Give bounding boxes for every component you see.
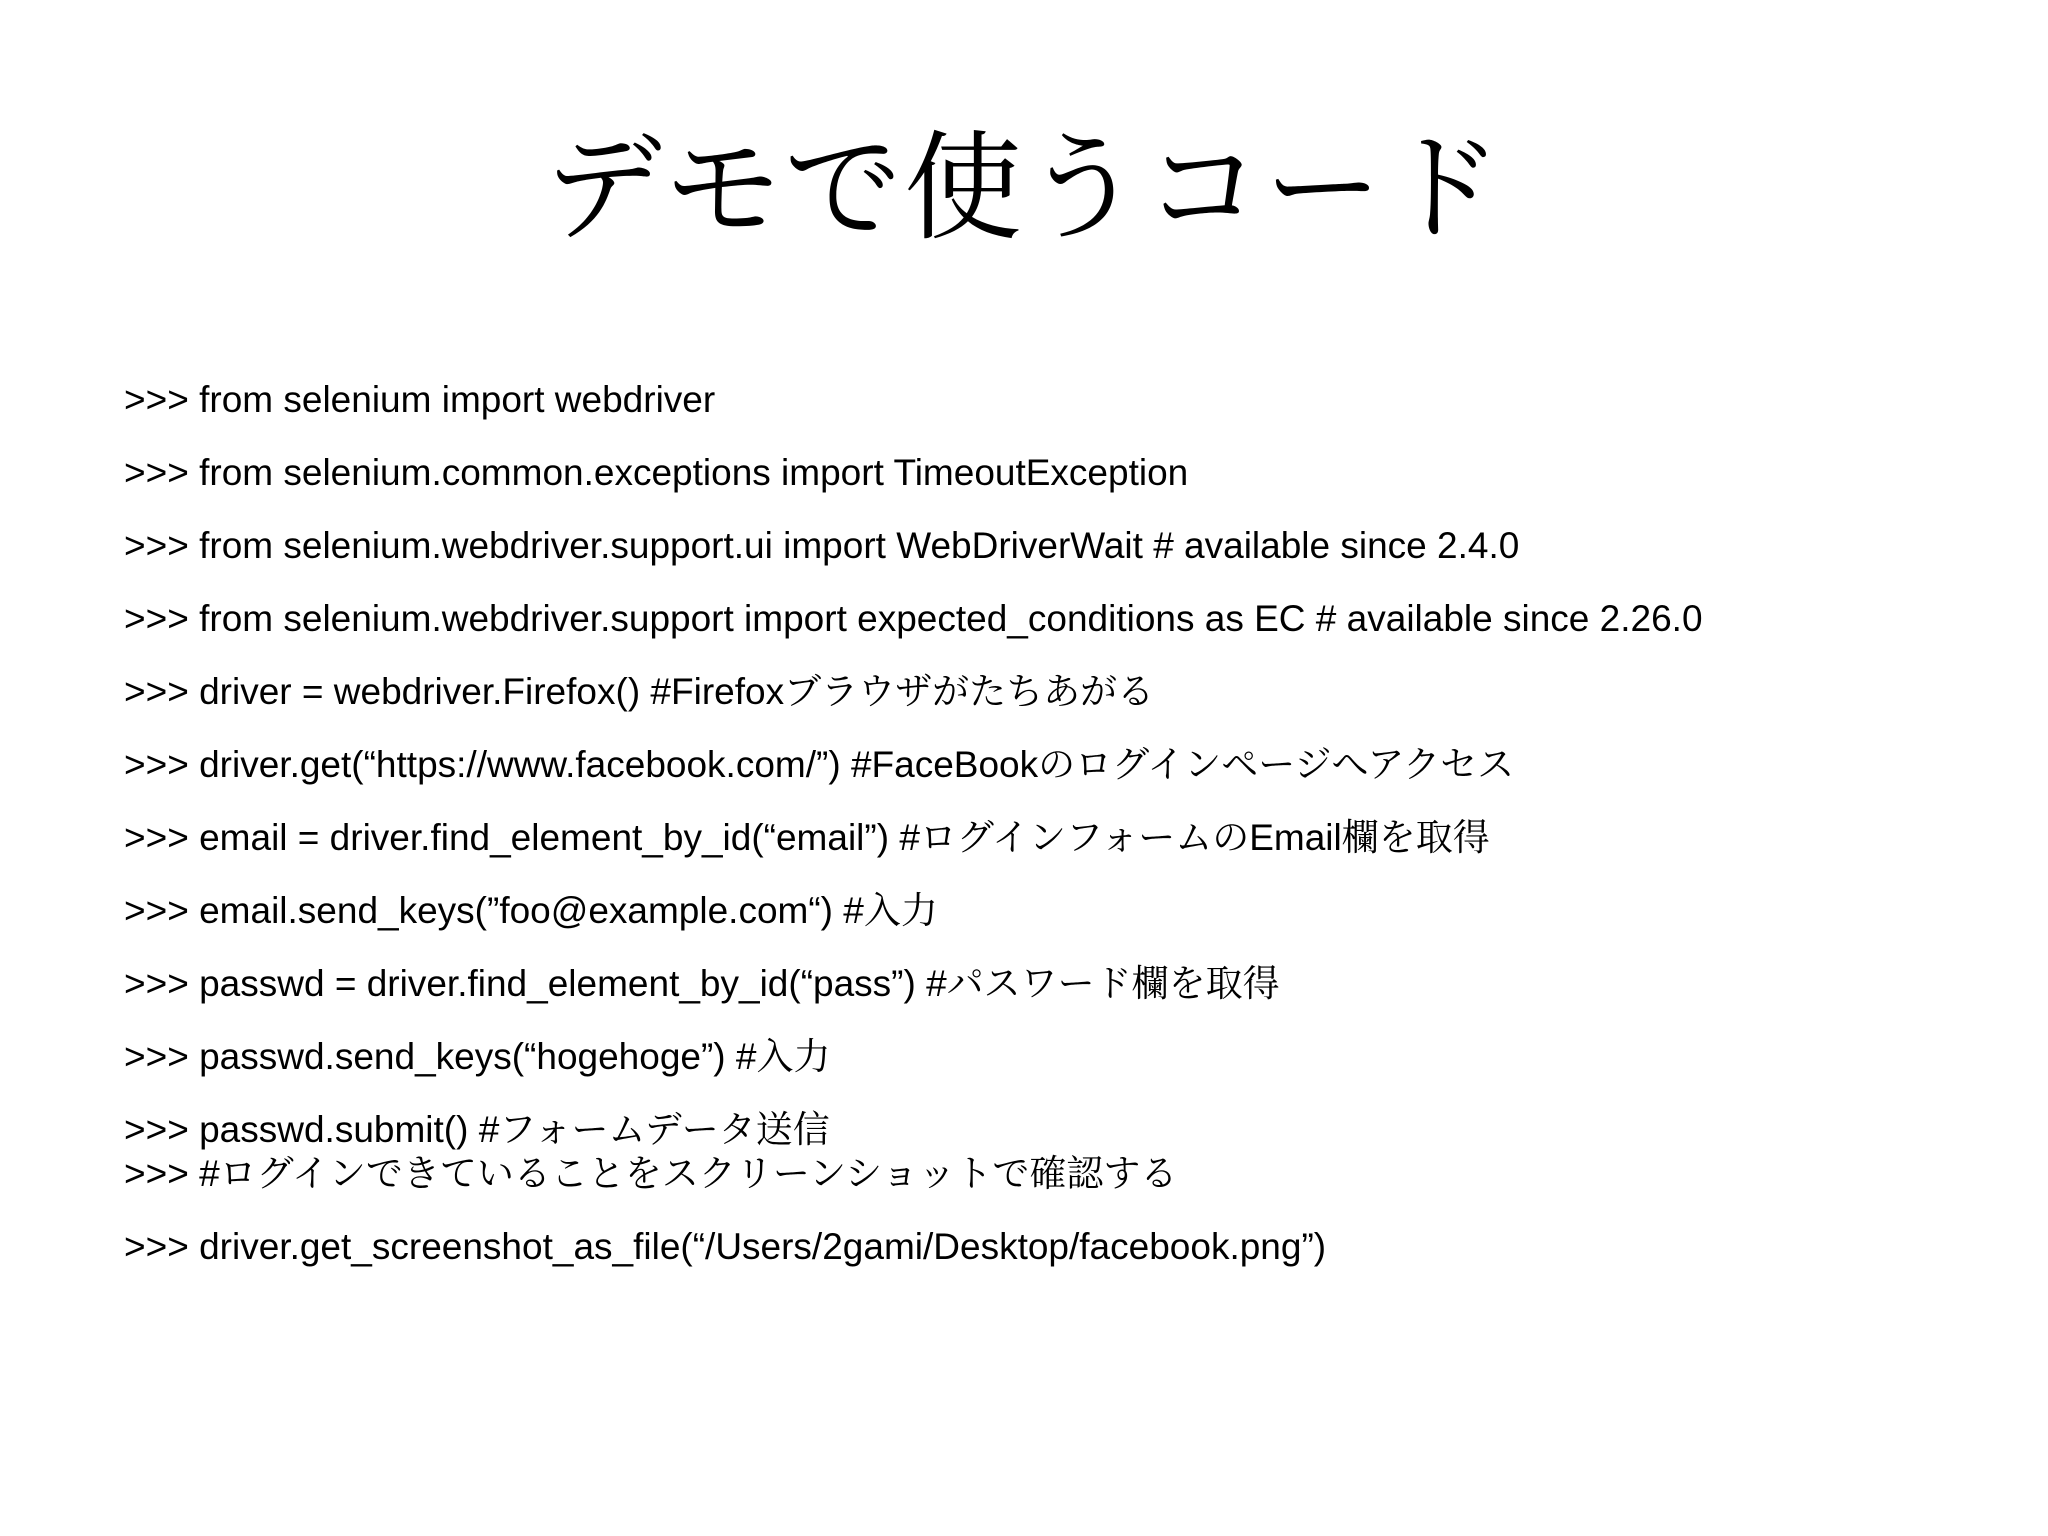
code-line: >>> driver.get_screenshot_as_file(“/Users/2gami/Desktop/facebook.png”) — [124, 1226, 1327, 1267]
code-line: >>> driver = webdriver.Firefox() #Firefoxブラウザがたちあがる — [124, 671, 1155, 712]
code-line: >>> from selenium.webdriver.support import expected_conditions as EC # available since 2.26.0 — [124, 598, 1703, 639]
code-listing — [124, 378, 2004, 1298]
code-line: >>> passwd.submit() #フォームデータ送信 — [124, 1109, 830, 1150]
code-line: >>> #ログインできていることをスクリーンショットで確認する — [124, 1153, 1178, 1194]
code-line: >>> from selenium import webdriver — [124, 379, 716, 420]
code-line: >>> passwd.send_keys(“hogehoge”) #入力 — [124, 1036, 831, 1077]
code-line: >>> from selenium.webdriver.support.ui import WebDriverWait # available since 2.4.0 — [124, 525, 1520, 566]
code-line: >>> from selenium.common.exceptions import TimeoutException — [124, 452, 1189, 493]
code-line: >>> email.send_keys(”foo@example.com“) #入力 — [124, 890, 938, 931]
slide-title: デモで使うコード — [543, 119, 1504, 257]
code-line: >>> passwd = driver.find_element_by_id(“pass”) #パスワード欄を取得 — [124, 963, 1280, 1004]
code-line: >>> email = driver.find_element_by_id(“email”) #ログインフォームのEmail欄を取得 — [124, 817, 1490, 858]
code-line: >>> driver.get(“https://www.facebook.com/”) #FaceBookのログインページへアクセス — [124, 744, 1515, 785]
